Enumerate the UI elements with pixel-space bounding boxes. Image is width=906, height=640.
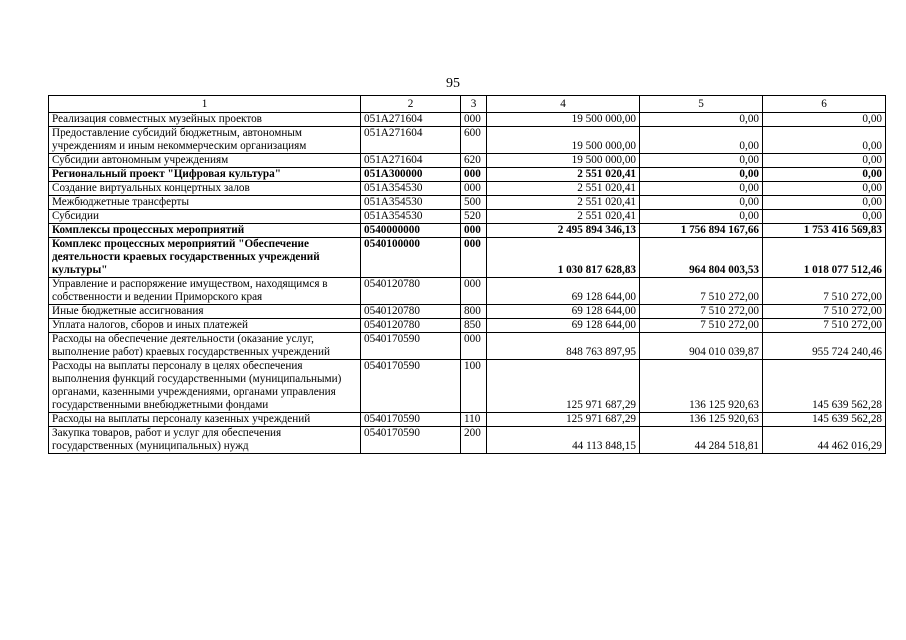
value-2025-cell: 904 010 039,87 [640,333,763,360]
value-2024-cell: 2 551 020,41 [487,210,640,224]
name-cell: Региональный проект "Цифровая культура" [49,168,361,182]
value-2026-cell: 1 018 077 512,46 [763,238,886,278]
table-row [49,210,886,224]
name-cell: Расходы на выплаты персоналу казенных учреждений [49,413,361,427]
value-2024-cell: 2 551 020,41 [487,196,640,210]
code-cell: 051A300000 [361,168,461,182]
value-2024-cell: 2 551 020,41 [487,182,640,196]
name-cell: Управление и распоряжение имуществом, находящимся в собственности и ведении Приморского края [49,278,361,305]
value-2024-cell: 69 128 644,00 [487,319,640,333]
header-cell-3: 3 [461,96,487,113]
value-2025-cell: 0,00 [640,168,763,182]
code-cell: 051A354530 [361,210,461,224]
table-row [49,305,886,319]
value-2025-cell: 44 284 518,81 [640,427,763,454]
value-2026-cell: 0,00 [763,168,886,182]
value-2024-cell: 2 495 894 346,13 [487,224,640,238]
budget-table [48,95,886,454]
value-2024-cell: 44 113 848,15 [487,427,640,454]
header-row [49,96,886,113]
name-cell: Предоставление субсидий бюджетным, автономным учреждениям и иным некоммерческим организациям [49,127,361,154]
code-cell: 0540170590 [361,427,461,454]
name-cell: Комплекс процессных мероприятий "Обеспечение деятельности краевых государственных учреждений культуры" [49,238,361,278]
table-row [49,224,886,238]
code-cell: 0540170590 [361,413,461,427]
type-cell: 110 [461,413,487,427]
value-2026-cell: 7 510 272,00 [763,319,886,333]
code-cell: 051A271604 [361,113,461,127]
value-2026-cell: 145 639 562,28 [763,360,886,413]
header-cell-5: 5 [640,96,763,113]
value-2024-cell: 125 971 687,29 [487,360,640,413]
value-2025-cell: 0,00 [640,127,763,154]
table-row [49,113,886,127]
table-row [49,196,886,210]
table-row [49,360,886,413]
value-2025-cell: 136 125 920,63 [640,360,763,413]
type-cell: 000 [461,238,487,278]
name-cell: Расходы на выплаты персоналу в целях обеспечения выполнения функций государственными (муниципальными) органами, казенными учреждениями, органами управления государственными внебюджетными фондами [49,360,361,413]
name-cell: Комплексы процессных мероприятий [49,224,361,238]
header-cell-2: 2 [361,96,461,113]
code-cell: 0540120780 [361,305,461,319]
code-cell: 051A354530 [361,196,461,210]
header-cell-6: 6 [763,96,886,113]
value-2026-cell: 44 462 016,29 [763,427,886,454]
type-cell: 800 [461,305,487,319]
name-cell: Субсидии [49,210,361,224]
value-2024-cell: 19 500 000,00 [487,127,640,154]
type-cell: 000 [461,113,487,127]
table-row [49,127,886,154]
value-2024-cell: 19 500 000,00 [487,154,640,168]
code-cell: 0540100000 [361,238,461,278]
name-cell: Расходы на обеспечение деятельности (оказание услуг, выполнение работ) краевых государственных учреждений [49,333,361,360]
type-cell: 600 [461,127,487,154]
type-cell: 620 [461,154,487,168]
code-cell: 051A354530 [361,182,461,196]
type-cell: 000 [461,333,487,360]
type-cell: 100 [461,360,487,413]
table-row [49,182,886,196]
value-2024-cell: 125 971 687,29 [487,413,640,427]
value-2026-cell: 0,00 [763,210,886,224]
table-row [49,319,886,333]
name-cell: Реализация совместных музейных проектов [49,113,361,127]
value-2026-cell: 0,00 [763,154,886,168]
table-row [49,278,886,305]
value-2024-cell: 69 128 644,00 [487,305,640,319]
type-cell: 000 [461,168,487,182]
value-2025-cell: 0,00 [640,182,763,196]
value-2024-cell: 848 763 897,95 [487,333,640,360]
value-2024-cell: 69 128 644,00 [487,278,640,305]
code-cell: 0540120780 [361,319,461,333]
table-row [49,427,886,454]
value-2025-cell: 0,00 [640,210,763,224]
header-cell-1: 1 [49,96,361,113]
value-2026-cell: 955 724 240,46 [763,333,886,360]
value-2025-cell: 0,00 [640,113,763,127]
name-cell: Уплата налогов, сборов и иных платежей [49,319,361,333]
value-2026-cell: 1 753 416 569,83 [763,224,886,238]
code-cell: 0540170590 [361,360,461,413]
value-2024-cell: 19 500 000,00 [487,113,640,127]
table-row [49,154,886,168]
code-cell: 0540000000 [361,224,461,238]
value-2025-cell: 0,00 [640,196,763,210]
value-2024-cell: 1 030 817 628,83 [487,238,640,278]
value-2026-cell: 0,00 [763,113,886,127]
value-2025-cell: 7 510 272,00 [640,319,763,333]
value-2026-cell: 0,00 [763,196,886,210]
value-2025-cell: 1 756 894 167,66 [640,224,763,238]
table-row [49,413,886,427]
code-cell: 0540170590 [361,333,461,360]
name-cell: Межбюджетные трансферты [49,196,361,210]
page-number: 95 [446,76,460,91]
value-2025-cell: 7 510 272,00 [640,278,763,305]
type-cell: 200 [461,427,487,454]
type-cell: 000 [461,182,487,196]
code-cell: 051A271604 [361,127,461,154]
type-cell: 500 [461,196,487,210]
value-2025-cell: 7 510 272,00 [640,305,763,319]
table-row [49,238,886,278]
type-cell: 000 [461,224,487,238]
name-cell: Иные бюджетные ассигнования [49,305,361,319]
value-2025-cell: 136 125 920,63 [640,413,763,427]
table-row [49,333,886,360]
type-cell: 000 [461,278,487,305]
table-row [49,168,886,182]
name-cell: Закупка товаров, работ и услуг для обеспечения государственных (муниципальных) нужд [49,427,361,454]
name-cell: Субсидии автономным учреждениям [49,154,361,168]
value-2026-cell: 145 639 562,28 [763,413,886,427]
value-2024-cell: 2 551 020,41 [487,168,640,182]
value-2026-cell: 0,00 [763,127,886,154]
code-cell: 051A271604 [361,154,461,168]
value-2026-cell: 7 510 272,00 [763,305,886,319]
value-2026-cell: 0,00 [763,182,886,196]
type-cell: 850 [461,319,487,333]
header-cell-4: 4 [487,96,640,113]
value-2026-cell: 7 510 272,00 [763,278,886,305]
code-cell: 0540120780 [361,278,461,305]
value-2025-cell: 0,00 [640,154,763,168]
value-2025-cell: 964 804 003,53 [640,238,763,278]
type-cell: 520 [461,210,487,224]
name-cell: Создание виртуальных концертных залов [49,182,361,196]
